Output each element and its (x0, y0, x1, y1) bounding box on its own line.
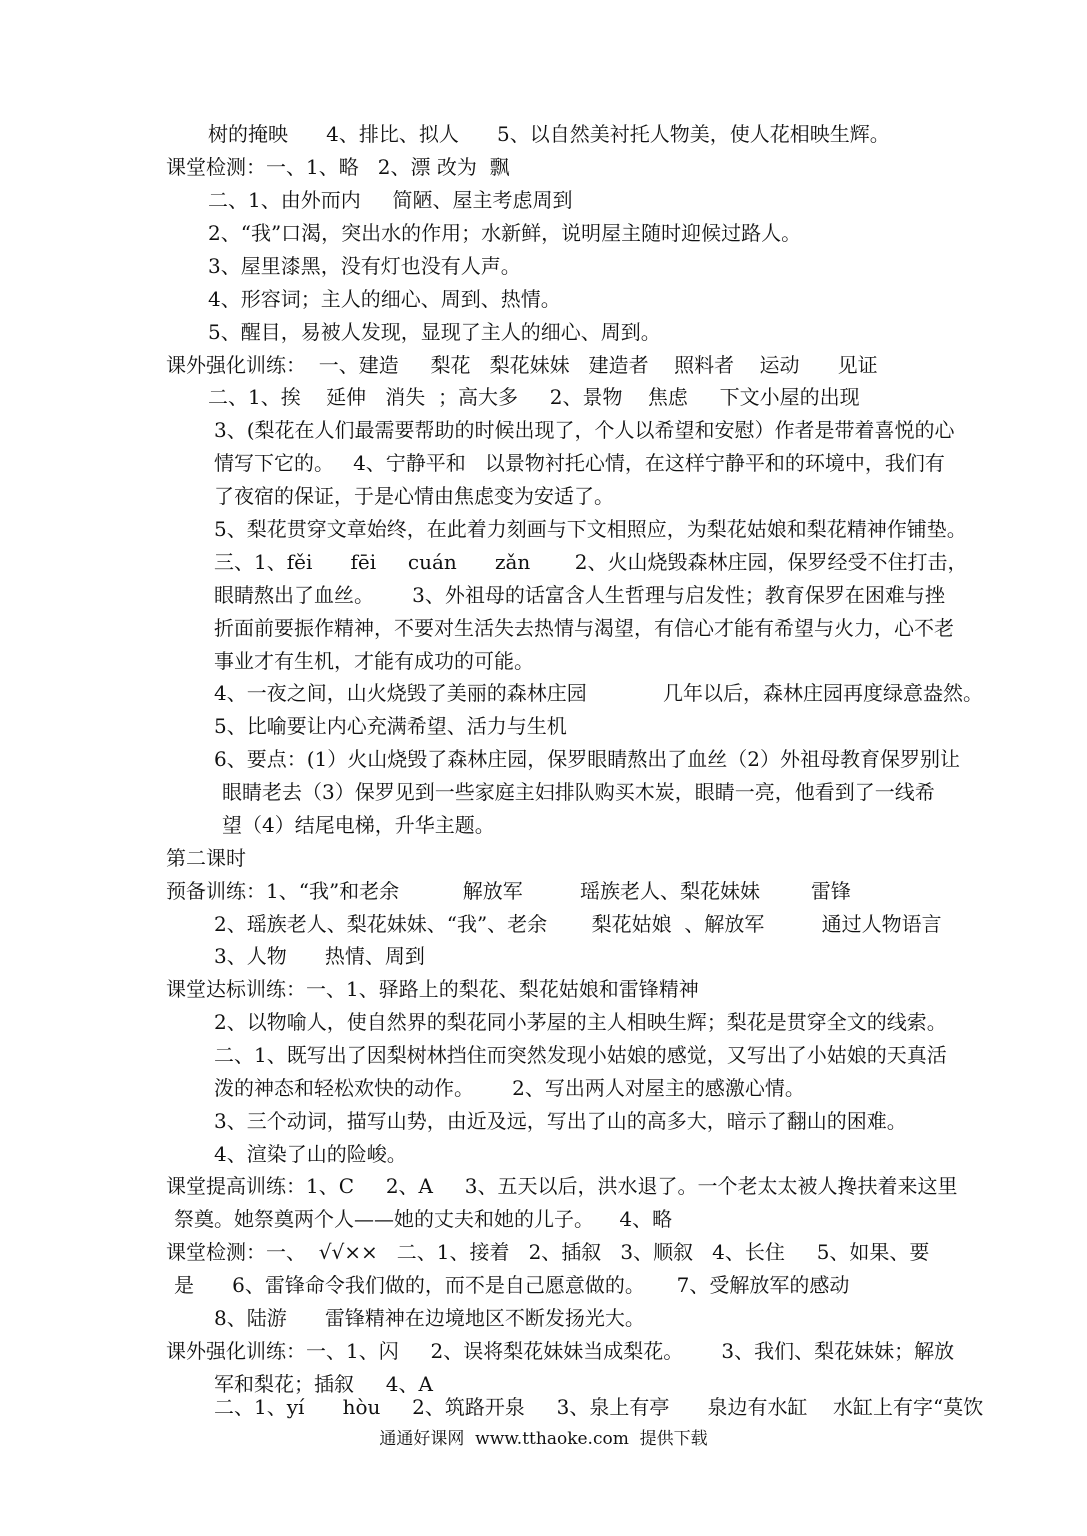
text-line: 树的掩映 4、排比、拟人 5、以自然美衬托人物美，使人花相映生辉。 (208, 122, 890, 146)
text-line: 望（4）结尾电梯，升华主题。 (222, 813, 495, 837)
section-heading-line: 课堂达标训练：一、1、驿路上的梨花、梨花姑娘和雷锋精神 (166, 977, 699, 1001)
text-line: 3、人物 热情、周到 (214, 944, 425, 968)
text-line: 5、醒目，易被人发现，显现了主人的细心、周到。 (208, 320, 661, 344)
text-line: 了夜宿的保证，于是心情由焦虑变为安适了。 (214, 484, 614, 508)
section-heading-line: 课堂检测：一、1、略 2、漂 改为 飘 (166, 155, 510, 179)
text-line: 事业才有生机，才能有成功的可能。 (214, 649, 534, 673)
section-heading-line: 预备训练：1、“我”和老余 解放军 瑶族老人、梨花妹妹 雷锋 (166, 879, 851, 903)
text-line: 二、1、既写出了因梨树林挡住而突然发现小姑娘的感觉，又写出了小姑娘的天真活 (214, 1043, 947, 1067)
text-line: 是 6、雷锋命令我们做的，而不是自己愿意做的。 7、受解放军的感动 (174, 1273, 850, 1297)
text-line: 4、一夜之间，山火烧毁了美丽的森林庄园 几年以后，森林庄园再度绿意盎然。 (214, 681, 984, 705)
text-line: 祭奠。她祭奠两个人——她的丈夫和她的儿子。 4、略 (174, 1207, 673, 1231)
text-line: 8、陆游 雷锋精神在边境地区不断发扬光大。 (214, 1306, 645, 1330)
text-line: 眼睛老去（3）保罗见到一些家庭主妇排队购买木炭，眼睛一亮，他看到了一线希 (222, 780, 935, 804)
section-heading-line: 课堂提高训练：1、C 2、A 3、五天以后，洪水退了。一个老太太被人搀扶着来这里 (166, 1174, 958, 1198)
text-line: 3、屋里漆黑，没有灯也没有人声。 (208, 254, 521, 278)
text-line: 三、1、fěi fēi cuán zǎn 2、火山烧毁森林庄园，保罗经受不住打击， (214, 550, 968, 574)
text-line: 泼的神态和轻松欢快的动作。 2、写出两人对屋主的感激心情。 (214, 1076, 805, 1100)
section-heading-line: 课外强化训练：一、1、闪 2、误将梨花妹妹当成梨花。 3、我们、梨花妹妹；解放 (166, 1339, 955, 1363)
section-heading-line: 课外强化训练： 一、建造 梨花 梨花妹妹 建造者 照料者 运动 见证 (166, 353, 878, 377)
text-line: 6、要点：(1）火山烧毁了森林庄园，保罗眼睛熬出了血丝（2）外祖母教育保罗别让 (214, 747, 960, 771)
text-line: 情写下它的。 4、宁静平和 以景物衬托心情，在这样宁静平和的环境中，我们有 (214, 451, 945, 475)
section-heading-line: 课堂检测：一、 √√×× 二、1、接着 2、插叙 3、顺叙 4、长住 5、如果、要 (166, 1240, 930, 1264)
text-line: 二、1、yí hòu 2、筑路开泉 3、泉上有亭 泉边有水缸 水缸上有字“莫饮 (214, 1395, 984, 1419)
text-line: 眼睛熬出了血丝。 3、外祖母的话富含人生哲理与启发性；教育保罗在困难与挫 (214, 583, 945, 607)
text-line: 二、1、由外而内 简陋、屋主考虑周到 (208, 188, 573, 212)
text-line: 5、梨花贯穿文章始终，在此着力刻画与下文相照应，为梨花姑娘和梨花精神作铺垫。 (214, 517, 967, 541)
text-line: 5、比喻要让内心充满希望、活力与生机 (214, 714, 567, 738)
text-line: 3、三个动词，描写山势，由近及远，写出了山的高多大，暗示了翻山的困难。 (214, 1109, 907, 1133)
text-line: 军和梨花；插叙 4、A (214, 1372, 433, 1396)
text-line: 折面前要振作精神，不要对生活失去热情与渴望，有信心才能有希望与火力，心不老 (214, 616, 954, 640)
text-line: 4、渲染了山的险峻。 (214, 1142, 407, 1166)
text-line: 二、1、挨 延伸 消失 ；高大多 2、景物 焦虑 下文小屋的出现 (208, 385, 860, 409)
text-line: 2、“我”口渴，突出水的作用；水新鲜，说明屋主随时迎候过路人。 (208, 221, 802, 245)
text-line: 3、(梨花在人们最需要帮助的时候出现了，个人以希望和安慰）作者是带着喜悦的心 (214, 418, 955, 442)
section-heading-line: 第二课时 (166, 846, 246, 870)
text-line: 2、瑶族老人、梨花妹妹、“我”、老余 梨花姑娘 、解放军 通过人物语言 (214, 912, 942, 936)
text-line: 2、以物喻人，使自然界的梨花同小茅屋的主人相映生辉；梨花是贯穿全文的线索。 (214, 1010, 947, 1034)
page-footer: 通通好课网 www.tthaoke.com 提供下载 (379, 1429, 708, 1449)
text-line: 4、形容词；主人的细心、周到、热情。 (208, 287, 561, 311)
